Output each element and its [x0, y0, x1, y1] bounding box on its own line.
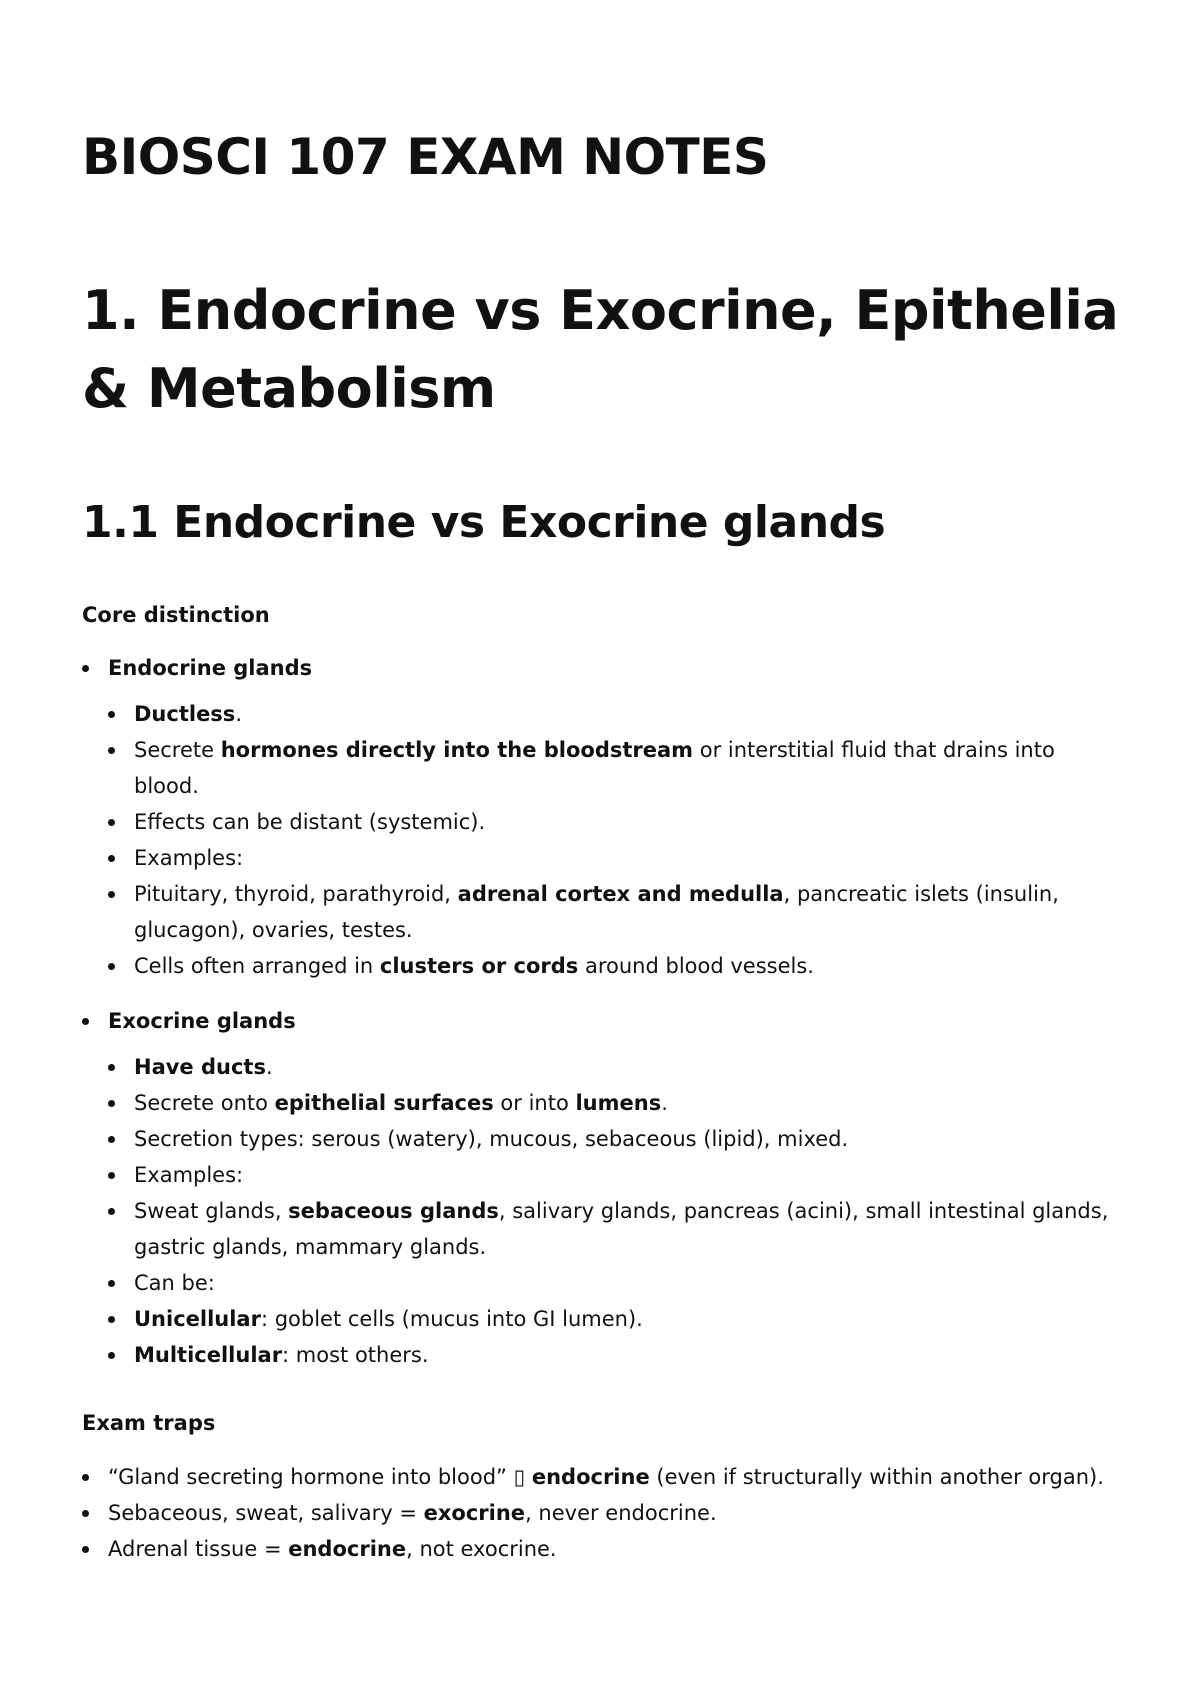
list-item: Pituitary, thyroid, parathyroid, adrenal cortex and medulla, pancreatic islets (insulin, glucagon), ovaries, testes.	[82, 876, 1122, 948]
list-item: Unicellular: goblet cells (mucus into GI lumen).	[82, 1301, 1122, 1337]
list-item: “Gland secreting hormone into blood” ▯ endocrine (even if structurally within another organ).	[82, 1459, 1122, 1495]
list-item: Examples:	[82, 840, 1122, 876]
document-title: BIOSCI 107 EXAM NOTES	[82, 128, 769, 186]
list-item: Examples:	[82, 1157, 1122, 1193]
list-item: Sweat glands, sebaceous glands, salivary glands, pancreas (acini), small intestinal glands, gastric glands, mammary glands.	[82, 1193, 1122, 1265]
missing-glyph-icon: ▯	[513, 1465, 526, 1489]
endocrine-glands-heading: Endocrine glands	[82, 650, 1122, 686]
list-item: Adrenal tissue = endocrine, not exocrine.	[82, 1531, 1122, 1567]
exam-traps-list	[82, 1459, 1122, 1567]
exocrine-details	[82, 1049, 1122, 1373]
list-item: Secrete onto epithelial surfaces or into lumens.	[82, 1085, 1122, 1121]
core-distinction-label: Core distinction	[82, 603, 270, 627]
exocrine-list	[82, 1003, 1122, 1039]
endocrine-list	[82, 650, 1122, 686]
list-item: Multicellular: most others.	[82, 1337, 1122, 1373]
endocrine-details	[82, 696, 1122, 984]
list-item: Can be:	[82, 1265, 1122, 1301]
list-item: Effects can be distant (systemic).	[82, 804, 1122, 840]
list-item: Secrete hormones directly into the bloodstream or interstitial fluid that drains into blood.	[82, 732, 1122, 804]
section-heading: 1. Endocrine vs Exocrine, Epithelia & Metabolism	[82, 279, 1119, 420]
list-item: Sebaceous, sweat, salivary = exocrine, never endocrine.	[82, 1495, 1122, 1531]
exam-traps-label: Exam traps	[82, 1411, 216, 1435]
list-item: Ductless.	[82, 696, 1122, 732]
exocrine-glands-heading: Exocrine glands	[82, 1003, 1122, 1039]
list-item: Secretion types: serous (watery), mucous, sebaceous (lipid), mixed.	[82, 1121, 1122, 1157]
subsection-heading: 1.1 Endocrine vs Exocrine glands	[82, 497, 886, 548]
list-item: Cells often arranged in clusters or cords around blood vessels.	[82, 948, 1122, 984]
list-item: Have ducts.	[82, 1049, 1122, 1085]
